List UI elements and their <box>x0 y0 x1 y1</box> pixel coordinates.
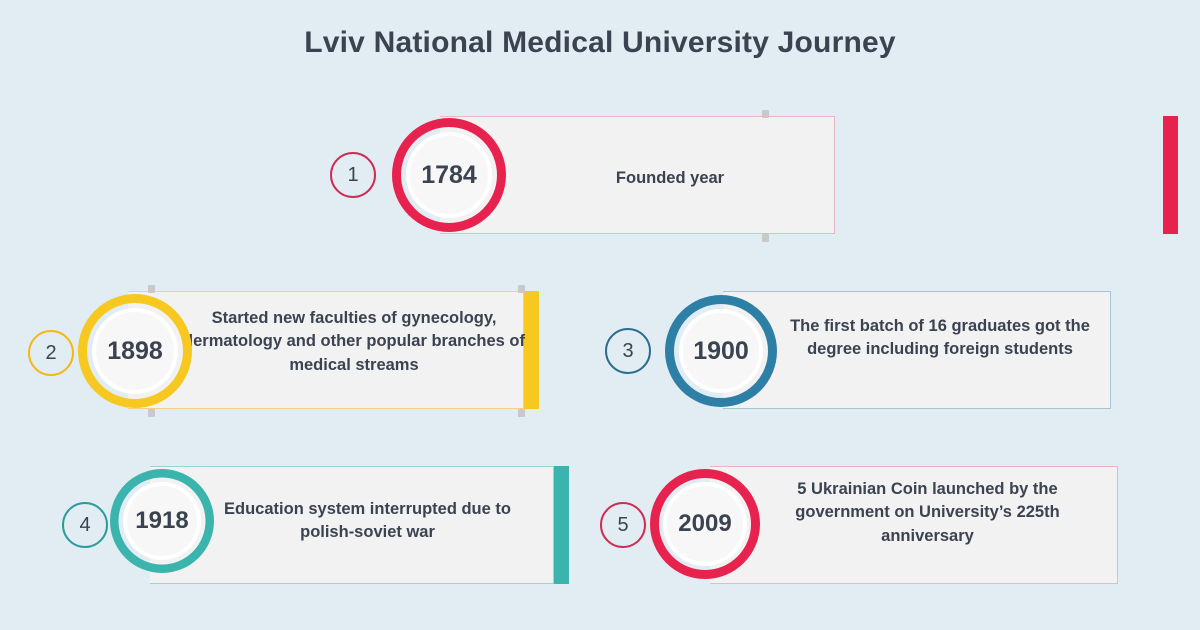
timeline-description-1: Founded year <box>615 169 725 187</box>
timeline-bar-end <box>1163 116 1178 234</box>
bar-nub-top <box>762 110 769 118</box>
year-label: 1900 <box>679 309 763 393</box>
timeline-item-2 <box>20 275 540 425</box>
timeline-item-3 <box>605 275 1135 425</box>
timeline-index-1: 1 <box>330 152 376 198</box>
year-label: 2009 <box>663 482 747 566</box>
timeline-index-5: 5 <box>600 502 646 548</box>
year-label: 1918 <box>123 482 201 560</box>
timeline-item-4 <box>20 450 560 600</box>
year-label: 1898 <box>92 308 178 394</box>
page-title: Lviv National Medical University Journey <box>304 26 896 59</box>
bar-nub-top-2 <box>518 285 525 293</box>
timeline-index-3: 3 <box>605 328 651 374</box>
timeline-bar-end <box>554 466 569 584</box>
bar-nub-bottom <box>762 234 769 242</box>
bar-nub-top <box>148 285 155 293</box>
timeline-description-2: Started new faculties of gynecology, dermatology and other popular branches of medical streams <box>183 309 525 374</box>
timeline-description-3: The first batch of 16 graduates got the degree including foreign students <box>790 317 1090 359</box>
timeline-index-4: 4 <box>62 502 108 548</box>
year-label: 1784 <box>406 132 492 218</box>
timeline-item-5 <box>580 450 1120 600</box>
year-ring-label-wrap <box>110 469 214 573</box>
bar-nub-bottom <box>148 409 155 417</box>
timeline-item-1 <box>330 100 860 250</box>
year-ring-label-wrap <box>650 469 760 579</box>
timeline-index-2: 2 <box>28 330 74 376</box>
bar-nub-bottom-2 <box>518 409 525 417</box>
timeline-description-4: Education system interrupted due to polish-soviet war <box>224 500 511 542</box>
year-ring-label-wrap <box>665 295 777 407</box>
timeline-description-5: 5 Ukrainian Coin launched by the government on University’s 225th anniversary <box>795 480 1060 545</box>
year-ring-label-wrap <box>392 118 506 232</box>
year-ring-label-wrap <box>78 294 192 408</box>
